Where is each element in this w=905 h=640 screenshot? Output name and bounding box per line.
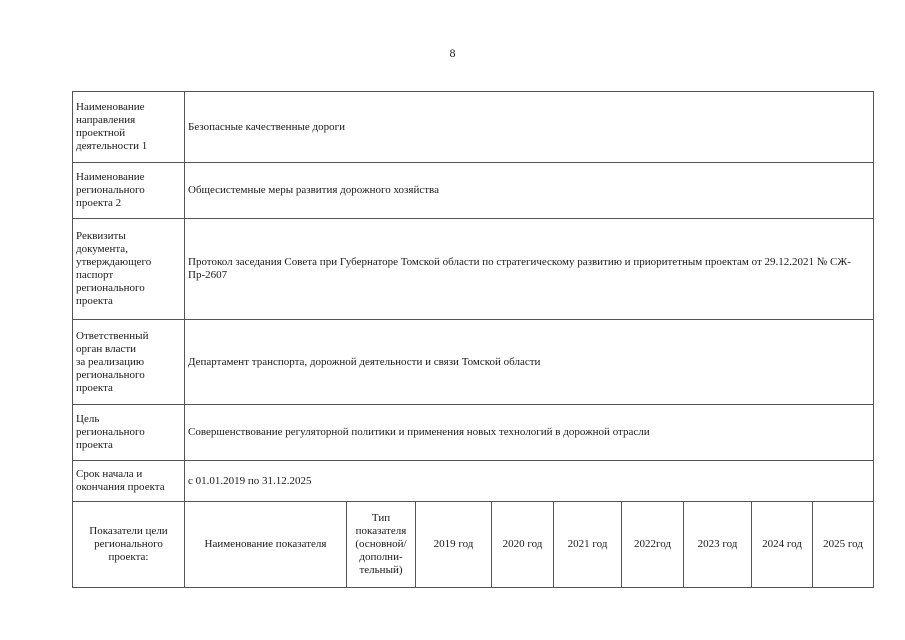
indicator-name-header: Наименование показателя [185, 502, 347, 588]
project-goal-label: Цель регионального проекта [73, 405, 185, 461]
indicators-header-row [73, 502, 874, 588]
project-passport-table [72, 91, 874, 588]
table-row [73, 163, 874, 219]
table-row [73, 405, 874, 461]
document-details-label: Реквизиты документа, утверждающего паспорт регионального проекта [73, 219, 185, 320]
project-goal-value: Совершенствование регуляторной политики и применения новых технологий в дорожной отрасли [185, 405, 874, 461]
year-header: 2024 год [752, 502, 813, 588]
page-number: 8 [449, 46, 456, 60]
table-row [73, 92, 874, 163]
year-header: 2023 год [684, 502, 752, 588]
regional-project-value: Общесистемные меры развития дорожного хозяйства [185, 163, 874, 219]
responsible-authority-value: Департамент транспорта, дорожной деятельности и связи Томской области [185, 320, 874, 405]
year-header: 2021 год [554, 502, 622, 588]
year-header: 2020 год [492, 502, 554, 588]
indicator-type-header: Тип показателя (основной/ дополни- тельный) [347, 502, 416, 588]
table-row [73, 461, 874, 502]
table-row [73, 219, 874, 320]
responsible-authority-label: Ответственный орган власти за реализацию регионального проекта [73, 320, 185, 405]
table-row [73, 320, 874, 405]
direction-label: Наименование направления проектной деятельности 1 [73, 92, 185, 163]
goal-indicators-label: Показатели цели регионального проекта: [73, 502, 185, 588]
year-header: 2022год [622, 502, 684, 588]
direction-value: Безопасные качественные дороги [185, 92, 874, 163]
regional-project-label: Наименование регионального проекта 2 [73, 163, 185, 219]
project-period-value: с 01.01.2019 по 31.12.2025 [185, 461, 874, 502]
year-header: 2019 год [416, 502, 492, 588]
project-period-label: Срок начала и окончания проекта [73, 461, 185, 502]
document-details-value: Протокол заседания Совета при Губернаторе Томской области по стратегическому развитию и приоритетным проектам от 29.12.2021 № СЖ-Пр-2607 [185, 219, 874, 320]
year-header: 2025 год [813, 502, 874, 588]
